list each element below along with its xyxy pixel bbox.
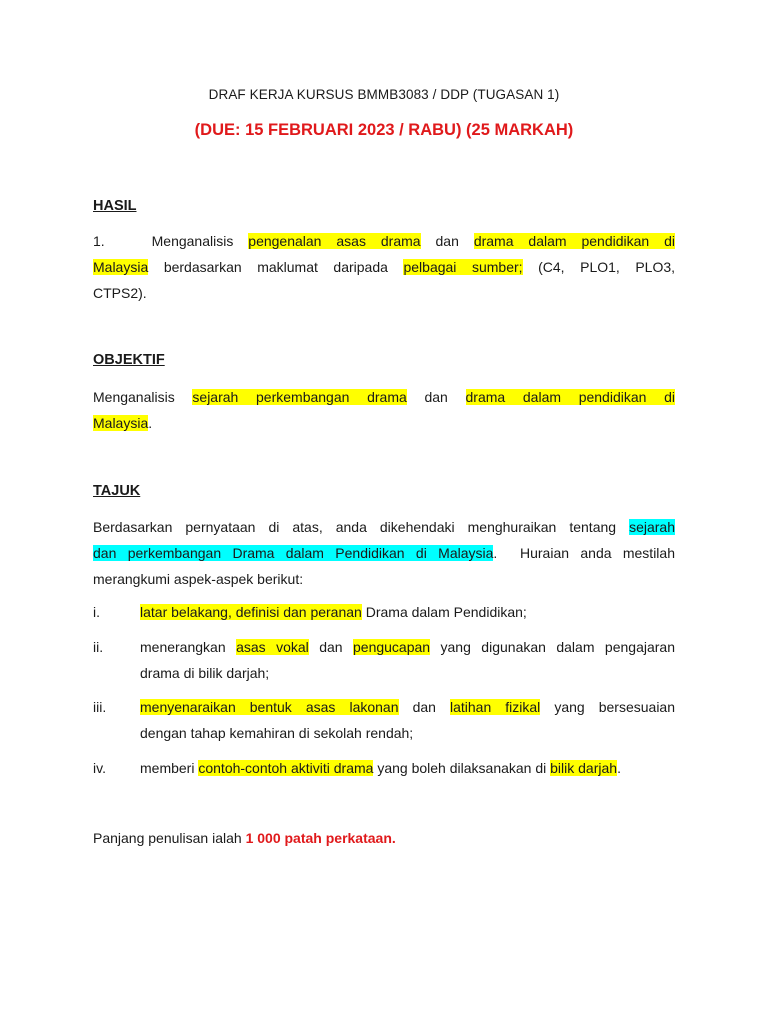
highlight: drama dalam pendidikan di: [465, 389, 676, 405]
hasil-text: Menganalisis: [151, 233, 234, 249]
list-marker: i.: [93, 604, 100, 620]
objektif-line-2: [93, 413, 152, 433]
list-text: yang boleh dilaksanakan di: [373, 760, 551, 776]
due-date-heading: (DUE: 15 FEBRUARI 2023 / RABU) (25 MARKAH): [194, 121, 574, 139]
highlight: latar belakang, definisi dan peranan: [140, 604, 362, 620]
objektif-text: dan: [424, 389, 448, 405]
objektif-heading: OBJEKTIF: [93, 352, 165, 368]
list-text: dan: [412, 699, 436, 715]
list-text: yang bersesuaian: [554, 699, 676, 715]
list-item-continuation: drama di bilik darjah;: [140, 665, 270, 681]
hasil-line-2: [93, 257, 675, 277]
hasil-text: dan: [435, 233, 459, 249]
tajuk-line-1: [93, 517, 675, 537]
hasil-number: 1.: [93, 233, 105, 249]
highlight: Malaysia: [93, 259, 149, 275]
highlight: pengenalan asas drama: [248, 233, 421, 249]
word-count-value: 1 000 patah perkataan.: [245, 830, 396, 846]
list-item: [140, 637, 675, 657]
tajuk-line-3: merangkumi aspek-aspek berikut:: [93, 571, 304, 587]
hasil-text: berdasarkan maklumat daripada: [163, 259, 388, 275]
objektif-text: .: [148, 415, 153, 431]
highlight: pelbagai sumber;: [403, 259, 523, 275]
highlight: drama dalam pendidikan di: [473, 233, 676, 249]
list-item: [140, 602, 527, 622]
highlight: bilik darjah: [550, 760, 618, 776]
tajuk-heading: TAJUK: [93, 483, 141, 499]
hasil-heading: HASIL: [93, 198, 137, 214]
word-count-label: Panjang penulisan ialah: [93, 830, 246, 846]
tajuk-text: . Huraian anda mestilah: [493, 545, 675, 561]
objektif-text: Menganalisis: [93, 389, 175, 405]
highlight: contoh-contoh aktiviti drama: [198, 760, 374, 776]
highlight: Malaysia: [93, 415, 149, 431]
list-item-continuation: dengan tahap kemahiran di sekolah rendah;: [140, 725, 414, 741]
list-marker: iii.: [93, 699, 107, 715]
list-item: [140, 758, 621, 778]
hasil-line-3: CTPS2).: [93, 285, 147, 301]
highlight: sejarah: [629, 519, 675, 535]
list-text: dan: [308, 639, 353, 655]
highlight: pengucapan: [353, 639, 431, 655]
highlight: asas vokal: [236, 639, 309, 655]
hasil-text: (C4, PLO1, PLO3,: [538, 259, 676, 275]
tajuk-text: Berdasarkan pernyataan di atas, anda dikehendaki menghuraikan tentang: [93, 519, 617, 535]
list-marker: iv.: [93, 760, 106, 776]
hasil-line-1: [93, 231, 675, 251]
list-text: memberi: [140, 760, 199, 776]
highlight: latihan fizikal: [449, 699, 541, 715]
highlight: menyenaraikan bentuk asas lakonan: [140, 699, 399, 715]
list-text: Drama dalam Pendidikan;: [361, 604, 527, 620]
list-text: menerangkan: [140, 639, 237, 655]
list-item: [140, 697, 675, 717]
highlight: dan perkembangan Drama dalam Pendidikan di Malaysia: [93, 545, 494, 561]
word-count-note: [93, 828, 396, 848]
document-title: DRAF KERJA KURSUS BMMB3083 / DDP (TUGASAN 1): [208, 87, 560, 102]
objektif-line-1: [93, 387, 675, 407]
highlight: sejarah perkembangan drama: [192, 389, 407, 405]
list-text: yang digunakan dalam pengajaran: [430, 639, 675, 655]
list-text: .: [617, 760, 621, 776]
list-marker: ii.: [93, 639, 104, 655]
tajuk-line-2: [93, 543, 675, 563]
